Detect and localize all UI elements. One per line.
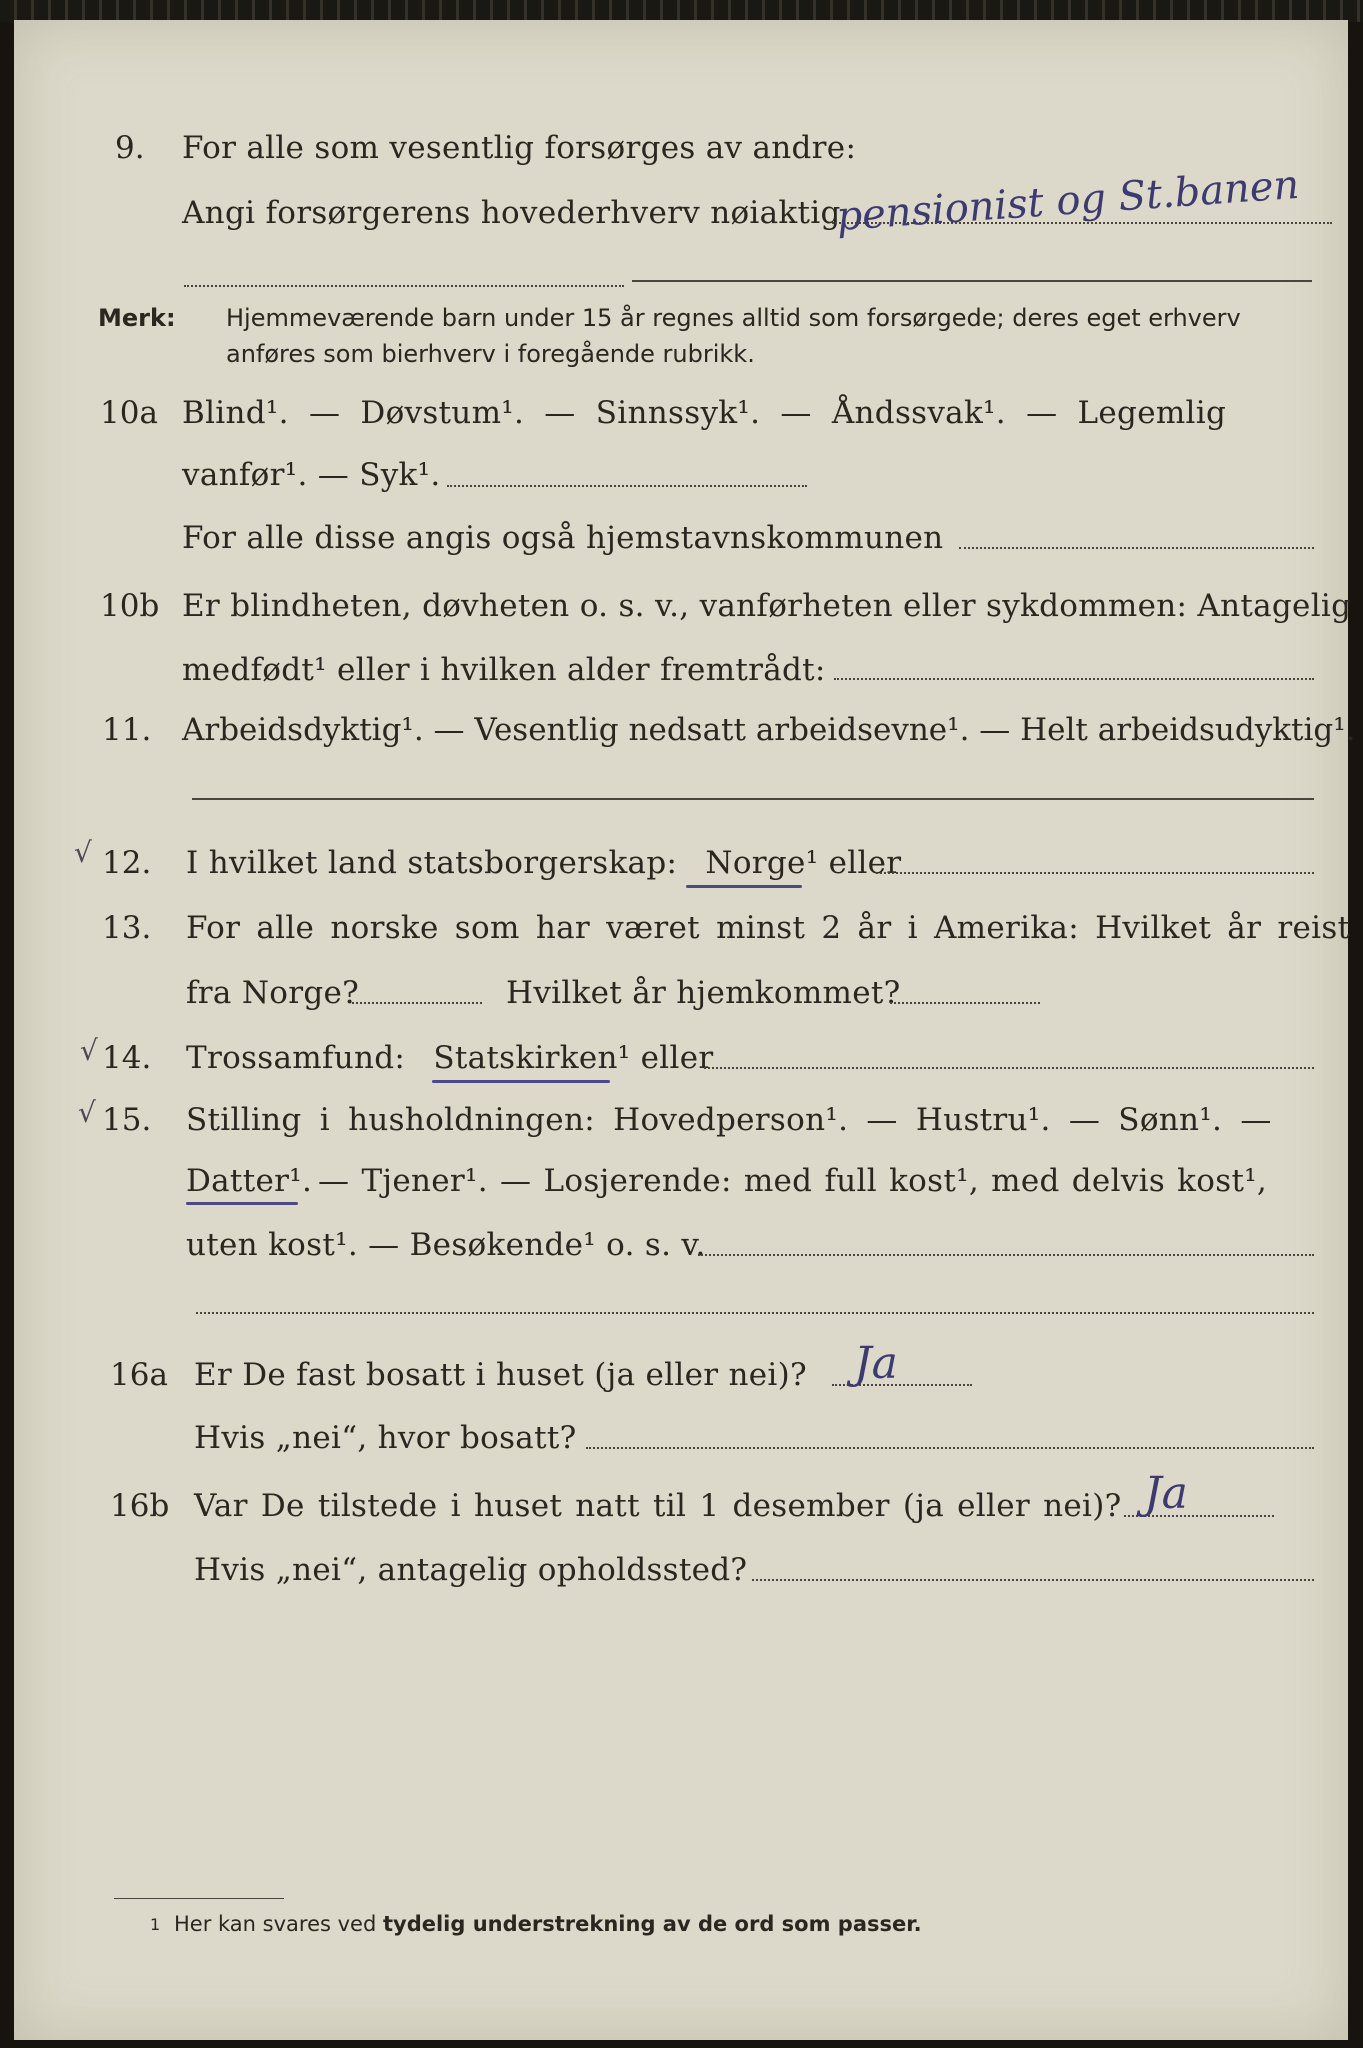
q10b-line2: medfødt¹ eller i hvilken alder fremtrådt: xyxy=(182,652,826,688)
q9-extra-line-b[interactable] xyxy=(632,280,1312,282)
q11-line1: Arbeidsdyktig¹. — Vesentlig nedsatt arbeidsevne¹. — Helt arbeidsudyktig¹. xyxy=(182,712,1356,748)
q16b-line2: Hvis „nei“, antagelig opholdssted? xyxy=(194,1552,748,1588)
q10a-line2: vanfør¹. — Syk¹. xyxy=(182,457,441,493)
footnote-rule xyxy=(114,1898,284,1899)
q12-check-mark: √ xyxy=(74,836,92,869)
q10a-hjemstavn-line[interactable] xyxy=(959,547,1314,549)
q15-answer-line[interactable] xyxy=(698,1254,1314,1256)
q14-eller: eller xyxy=(640,1040,714,1076)
q12-norge-underline xyxy=(686,885,802,888)
q15-line1: Stilling i husholdningen: Hovedperson¹. — Hustru¹. — Sønn¹. — xyxy=(186,1102,1272,1138)
q12-question: I hvilket land statsborgerskap: xyxy=(186,845,678,881)
q10b-line1: Er blindheten, døvheten o. s. v., vanførheten eller sykdommen: Antagelig xyxy=(182,588,1352,624)
q14-answer-line[interactable] xyxy=(704,1067,1314,1069)
footnote-text-b: tydelig understrekning av de ord som passer. xyxy=(382,1912,922,1936)
q15-line2a[interactable]: Datter¹. xyxy=(186,1163,313,1199)
q9-handwritten-answer: pensionist og St.banen xyxy=(834,161,1301,241)
merk-label: Merk: xyxy=(98,304,176,332)
q13-line1: For alle norske som har været minst 2 år i Amerika: Hvilket år reist xyxy=(186,910,1351,946)
q9-number: 9. xyxy=(115,130,145,166)
scan-top-edge xyxy=(0,0,1363,22)
q12-number: 12. xyxy=(102,845,152,881)
q13-line2b: Hvilket år hjemkommet? xyxy=(506,975,901,1011)
footnote-text-a: Her kan svares ved xyxy=(174,1912,377,1936)
q15-line3: uten kost¹. — Besøkende¹ o. s. v. xyxy=(186,1227,706,1263)
q13-hjemkommet-line[interactable] xyxy=(890,1002,1040,1004)
q9-line2: Angi forsørgerens hovederhverv nøiaktig xyxy=(182,195,841,231)
footnote-text xyxy=(174,1912,922,1936)
q14-text xyxy=(186,1040,714,1076)
q16b-number: 16b xyxy=(110,1488,170,1524)
q16a-handwritten-answer: Ja xyxy=(854,1338,898,1389)
q14-statskirken-underline xyxy=(432,1080,610,1083)
q15-line2b: — Tjener¹. — Losjerende: med full kost¹, med delvis kost¹, xyxy=(318,1163,1268,1199)
q9-extra-line-a[interactable] xyxy=(184,285,624,287)
q12-option-norge[interactable]: Norge¹ xyxy=(705,845,819,881)
q16b-line1: Var De tilstede i huset natt til 1 desember (ja eller nei)? xyxy=(194,1488,1122,1524)
q10a-syk-line[interactable] xyxy=(447,485,807,487)
q10b-number: 10b xyxy=(100,588,160,624)
q16b-handwritten-answer: Ja xyxy=(1144,1468,1188,1519)
q16a-line2: Hvis „nei“, hvor bosatt? xyxy=(194,1420,577,1456)
q15-extra-line[interactable] xyxy=(196,1312,1314,1314)
merk-line2: anføres som bierhverv i foregående rubrikk. xyxy=(226,340,755,368)
q12-text xyxy=(186,845,901,881)
q15-number: 15. xyxy=(102,1102,152,1138)
q15-check-mark: √ xyxy=(78,1096,96,1129)
q10a-line3: For alle disse angis også hjemstavnskommunen xyxy=(182,520,944,556)
q13-number: 13. xyxy=(102,910,152,946)
q11-answer-line[interactable] xyxy=(192,798,1314,800)
q15-datter-underline xyxy=(186,1202,298,1205)
q10a-number: 10a xyxy=(100,395,158,431)
q14-option-statskirken[interactable]: Statskirken¹ xyxy=(433,1040,631,1076)
q16b-opholdssted-line[interactable] xyxy=(752,1579,1314,1581)
q10b-answer-line[interactable] xyxy=(834,678,1314,680)
q14-number: 14. xyxy=(102,1040,152,1076)
q13-reist-line[interactable] xyxy=(352,1002,482,1004)
q9-line1: For alle som vesentlig forsørges av andre: xyxy=(182,130,857,166)
q16a-bosatt-line[interactable] xyxy=(586,1447,1314,1449)
q16a-line1: Er De fast bosatt i huset (ja eller nei)? xyxy=(194,1357,807,1393)
q16a-number: 16a xyxy=(110,1357,168,1393)
q16a-answer-line[interactable] xyxy=(832,1384,972,1386)
q12-eller: eller xyxy=(828,845,902,881)
q14-question: Trossamfund: xyxy=(186,1040,406,1076)
q13-line2a: fra Norge? xyxy=(186,975,360,1011)
q11-number: 11. xyxy=(102,712,152,748)
merk-line1: Hjemmeværende barn under 15 år regnes alltid som forsørgede; deres eget erhverv xyxy=(226,304,1241,332)
footnote-mark: 1 xyxy=(150,1915,161,1934)
q12-answer-line[interactable] xyxy=(876,872,1314,874)
census-form-page xyxy=(14,20,1356,2040)
q10a-line1: Blind¹. — Døvstum¹. — Sinnssyk¹. — Åndssvak¹. — Legemlig xyxy=(182,395,1227,431)
q14-check-mark: √ xyxy=(80,1034,98,1067)
